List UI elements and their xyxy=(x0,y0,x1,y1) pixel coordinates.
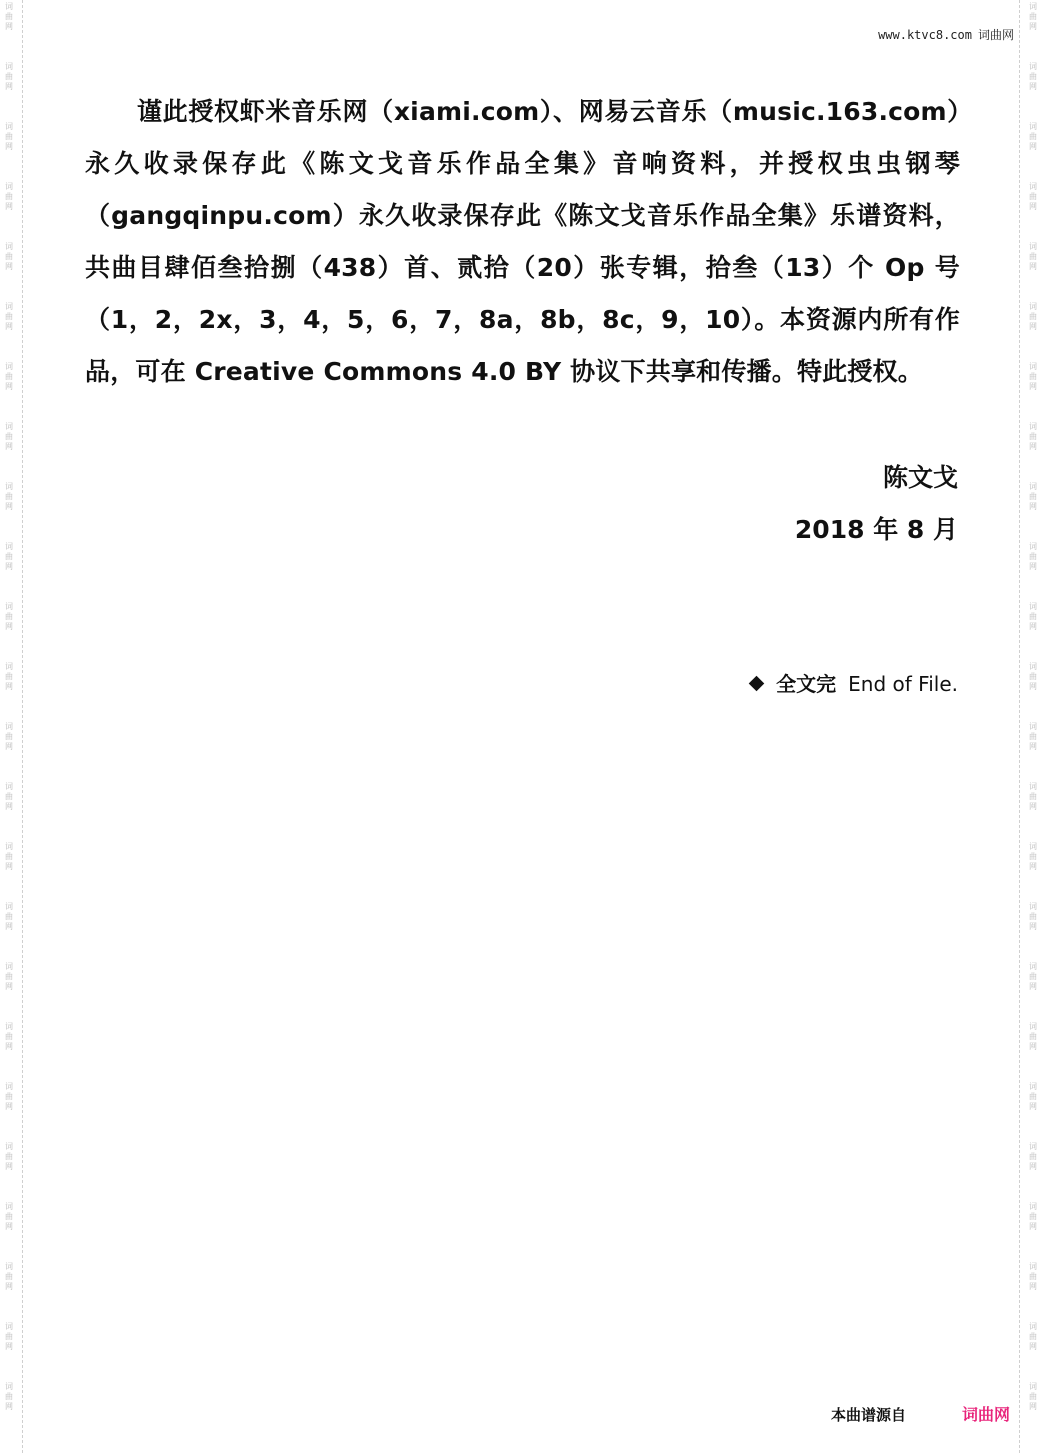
signature-block xyxy=(795,452,958,556)
watermark-text: 词 曲 网 xyxy=(1029,962,1037,991)
signature-date: 2018 年 8 月 xyxy=(794,515,958,544)
watermark-text: 词 曲 网 xyxy=(5,542,13,571)
watermark-text: 词 曲 网 xyxy=(5,2,13,31)
footer-source-label: 本曲谱源自 xyxy=(830,1406,906,1424)
watermark-text: 词 曲 网 xyxy=(1029,1142,1037,1171)
right-watermark-strip xyxy=(1024,0,1042,1453)
watermark-text: 词 曲 网 xyxy=(5,1262,13,1291)
watermark-text: 词 曲 网 xyxy=(5,122,13,151)
watermark-text: 词 曲 网 xyxy=(1029,722,1037,751)
watermark-text: 词 曲 网 xyxy=(1029,542,1037,571)
authorization-paragraph: 谨此授权虾米音乐网（xiami.com）、网易云音乐（music.163.com）永久收录保存此《陈文戈音乐作品全集》音响资料，并授权虫虫钢琴（gangqinpu.com）永久收录保存此《陈文戈音乐作品全集》乐谱资料，共曲目肆佰叁拾捌（438）首、贰拾（20）张专辑，拾叁（13）个 Op 号（1，2，2x，3，4，5，6，7，8a，8b，8c，9，10）。本资源内所有作品，可在 Creative Commons 4.0 BY 协议下共享和传播。特此授权。 xyxy=(85,97,960,386)
watermark-text: 词 曲 网 xyxy=(5,1142,13,1171)
watermark-text: 词 曲 网 xyxy=(1029,362,1037,391)
eof-en-label: End of File. xyxy=(848,672,958,696)
watermark-text: 词 曲 网 xyxy=(5,182,13,211)
watermark-text: 词 曲 网 xyxy=(5,482,13,511)
watermark-text: 词 曲 网 xyxy=(5,62,13,91)
watermark-text: 词 曲 网 xyxy=(5,422,13,451)
watermark-text: 词 曲 网 xyxy=(1029,302,1037,331)
watermark-text: 词 曲 网 xyxy=(5,602,13,631)
watermark-text: 词 曲 网 xyxy=(5,782,13,811)
watermark-text: 词 曲 网 xyxy=(5,302,13,331)
eof-cn-label: 全文完 xyxy=(776,672,837,696)
left-dashed-border xyxy=(22,0,23,1453)
watermark-text: 词 曲 网 xyxy=(5,1202,13,1231)
watermark-text: 词 曲 网 xyxy=(5,1082,13,1111)
signature-author: 陈文戈 xyxy=(882,463,958,492)
right-dashed-border xyxy=(1019,0,1020,1453)
header-site-mark xyxy=(878,26,1014,43)
watermark-text: 词 曲 网 xyxy=(1029,1022,1037,1051)
watermark-text: 词 曲 网 xyxy=(1029,2,1037,31)
watermark-text: 词 曲 网 xyxy=(1029,62,1037,91)
watermark-text: 词 曲 网 xyxy=(5,902,13,931)
watermark-text: 词 曲 网 xyxy=(5,1382,13,1411)
watermark-text: 词 曲 网 xyxy=(5,242,13,271)
watermark-text: 词 曲 网 xyxy=(1029,1262,1037,1291)
watermark-text: 词 曲 网 xyxy=(5,1022,13,1051)
diamond-bullet-icon xyxy=(749,676,765,692)
watermark-text: 词 曲 网 xyxy=(5,962,13,991)
watermark-text: 词 曲 网 xyxy=(1029,122,1037,151)
watermark-text: 词 曲 网 xyxy=(1029,842,1037,871)
footer-source xyxy=(831,1402,1010,1425)
watermark-text: 词 曲 网 xyxy=(1029,242,1037,271)
watermark-text: 词 曲 网 xyxy=(5,1322,13,1351)
watermark-text: 词 曲 网 xyxy=(1029,422,1037,451)
end-of-file-marker xyxy=(751,668,958,700)
watermark-text: 词 曲 网 xyxy=(1029,1082,1037,1111)
watermark-text: 词 曲 网 xyxy=(5,722,13,751)
header-site-url: www.ktvc8.com xyxy=(878,28,972,42)
watermark-text: 词 曲 网 xyxy=(1029,182,1037,211)
left-watermark-strip xyxy=(0,0,18,1453)
watermark-text: 词 曲 网 xyxy=(1029,1322,1037,1351)
watermark-text: 词 曲 网 xyxy=(5,662,13,691)
watermark-text: 词 曲 网 xyxy=(5,842,13,871)
watermark-text: 词 曲 网 xyxy=(5,362,13,391)
watermark-text: 词 曲 网 xyxy=(1029,1202,1037,1231)
watermark-text: 词 曲 网 xyxy=(1029,902,1037,931)
watermark-text: 词 曲 网 xyxy=(1029,662,1037,691)
watermark-text: 词 曲 网 xyxy=(1029,482,1037,511)
watermark-text: 词 曲 网 xyxy=(1029,782,1037,811)
watermark-text: 词 曲 网 xyxy=(1029,602,1037,631)
footer-brand-link[interactable]: 词曲网 xyxy=(961,1405,1010,1424)
watermark-text: 词 曲 网 xyxy=(1029,1382,1037,1411)
header-site-name: 词曲网 xyxy=(977,28,1014,42)
